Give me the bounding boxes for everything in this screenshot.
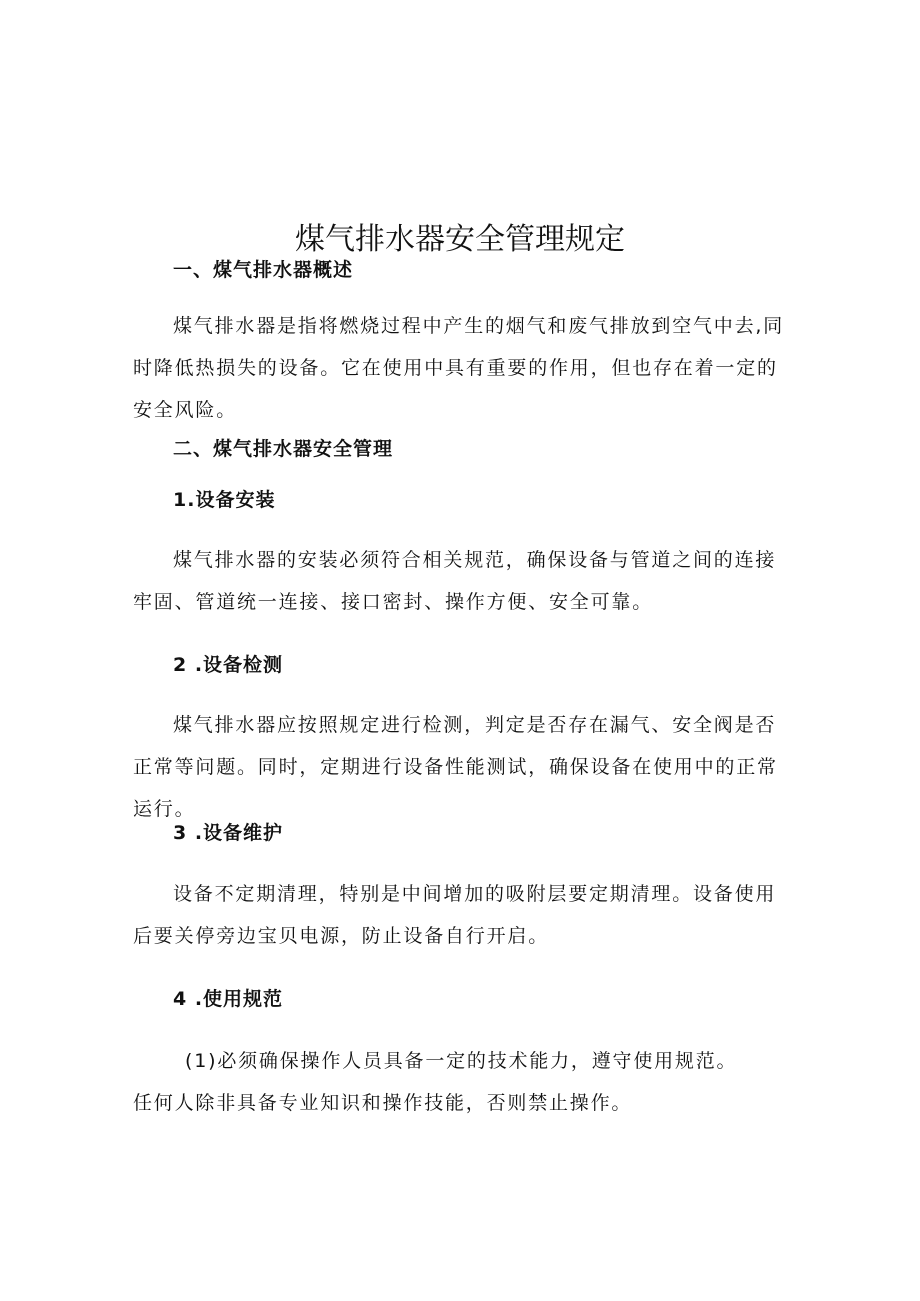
section-heading-safety-management: 二、煤气排水器安全管理 xyxy=(173,438,394,460)
subsection-heading-inspection: 2 .设备检测 xyxy=(173,654,284,676)
subsection-heading-maintenance: 3 .设备维护 xyxy=(173,822,284,844)
subsection-heading-usage-rules: 4 .使用规范 xyxy=(173,988,284,1010)
page-title: 煤气排水器安全管理规定 xyxy=(295,222,625,258)
inspection-paragraph: 煤气排水器应按照规定进行检测，判定是否存在漏气、安全阀是否正常等问题。同时，定期进行设备性能测试，确保设备在使用中的正常运行。 xyxy=(133,714,778,820)
maintenance-paragraph: 设备不定期清理，特别是中间增加的吸附层要定期清理。设备使用后要关停旁边宝贝电源，防止设备自行开启。 xyxy=(133,883,777,947)
installation-paragraph: 煤气排水器的安装必须符合相关规范，确保设备与管道之间的连接牢固、管道统一连接、接口密封、操作方便、安全可靠。 xyxy=(133,549,777,613)
section-heading-overview: 一、煤气排水器概述 xyxy=(173,259,354,281)
usage-rules-paragraph: (1)必须确保操作人员具备一定的技术能力，遵守使用规范。任何人除非具备专业知识和操作技能，否则禁止操作。 xyxy=(133,1050,738,1114)
overview-paragraph: 煤气排水器是指将燃烧过程中产生的烟气和废气排放到空气中去,同时降低热损失的设备。它在使用中具有重要的作用，但也存在着一定的安全风险。 xyxy=(133,315,785,421)
subsection-heading-installation: 1.设备安装 xyxy=(173,489,276,511)
